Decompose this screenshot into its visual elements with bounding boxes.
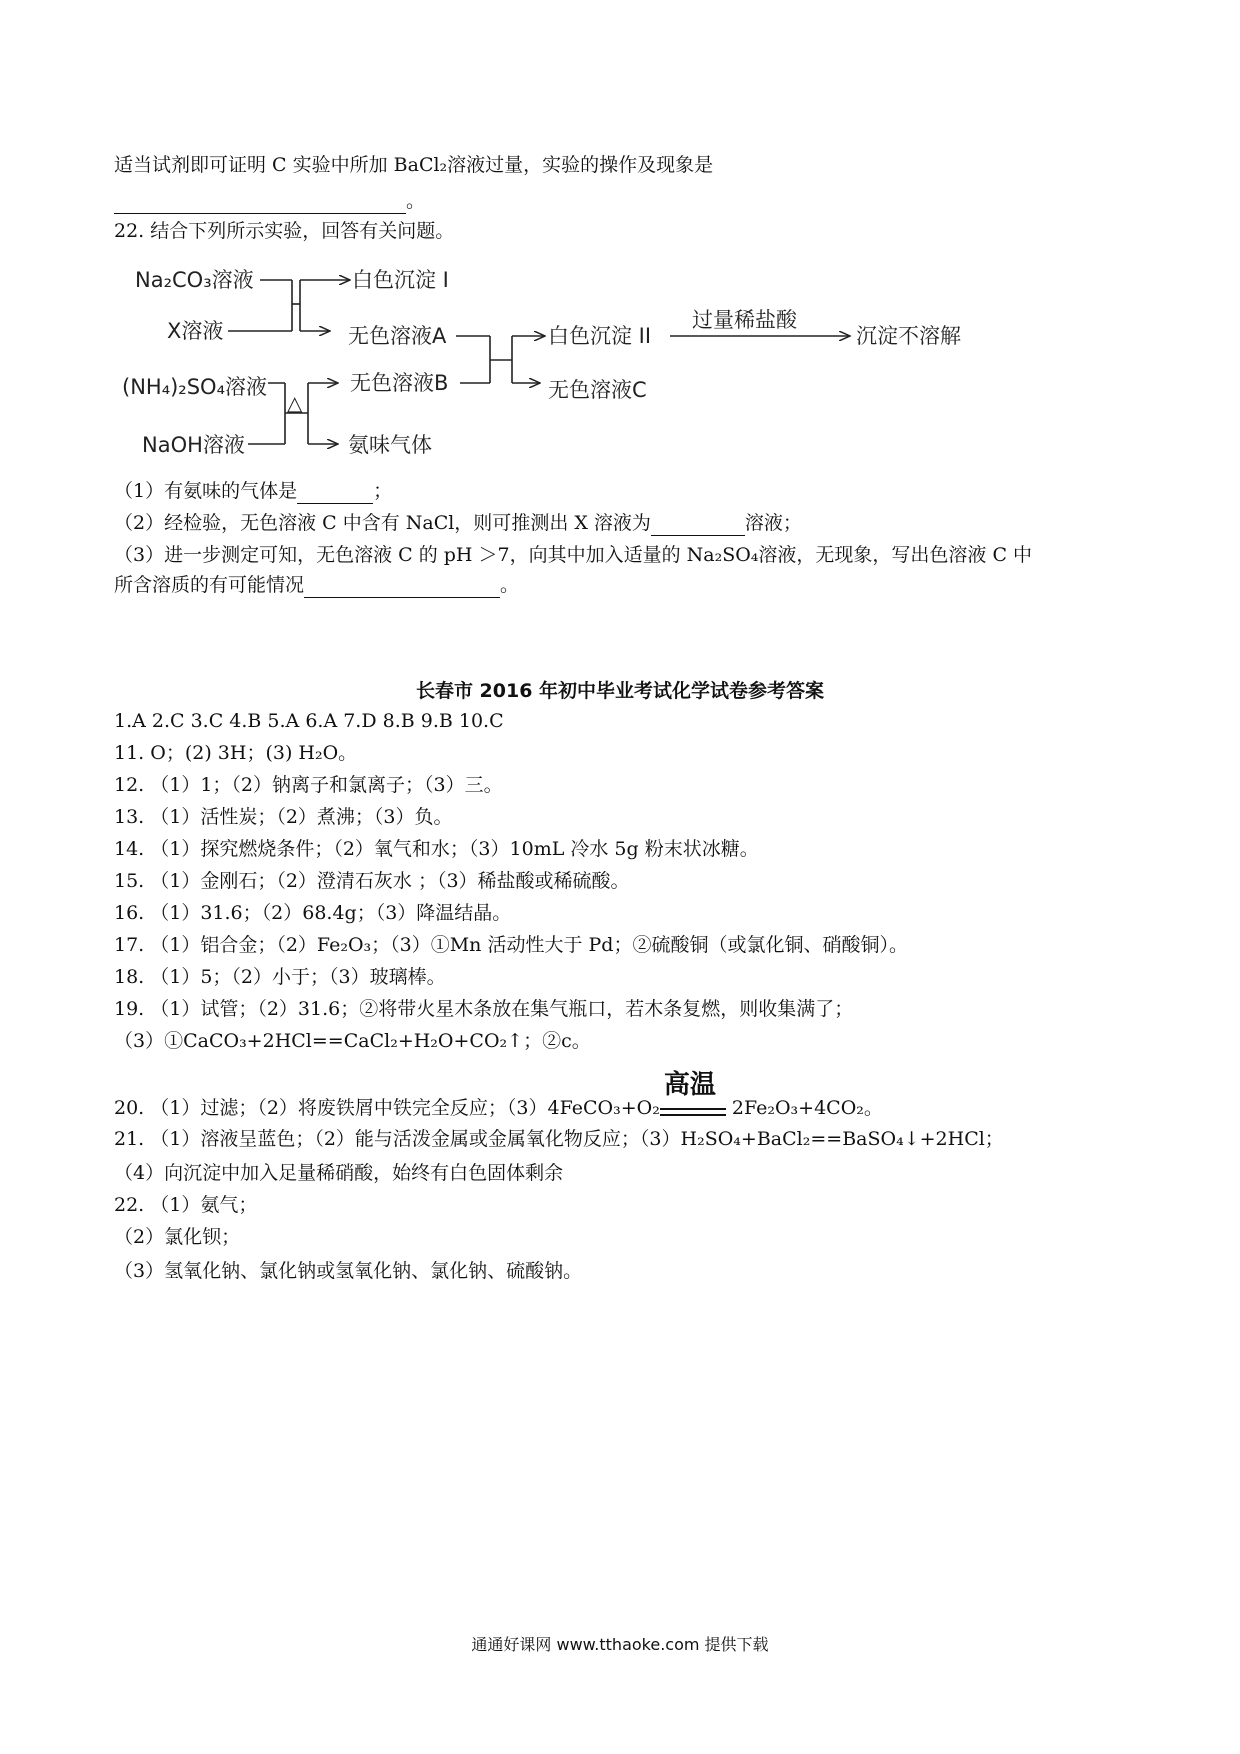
answer-line: 12. （1）1；（2）钠离子和氯离子；（3）三。: [114, 774, 503, 796]
answer-line: 13. （1）活性炭；（2）煮沸；（3）负。: [114, 806, 453, 828]
label-colorless-b: 无色溶液B: [350, 371, 449, 395]
label-white-ppt-2: 白色沉淀 II: [548, 324, 652, 348]
answer-line: （3）氢氧化钠、氯化钠或氢氧化钠、氯化钠、硫酸钠。: [114, 1260, 583, 1282]
label-nh4-2so4: (NH₄)₂SO₄溶液: [122, 375, 268, 399]
q22-sub1-end: ；: [373, 480, 393, 502]
answer-line: （4）向沉淀中加入足量稀硝酸，始终有白色固体剩余: [114, 1162, 564, 1184]
answer-blank: [297, 483, 373, 504]
answer-line: 11. O；(2) 3H；(3) H₂O。: [114, 742, 358, 764]
answer-line: 14. （1）探究燃烧条件；（2）氧气和水；（3）10mL 冷水 5g 粉末状冰糖。: [114, 838, 759, 860]
label-colorless-c: 无色溶液C: [548, 378, 647, 402]
answer-line: （3）①CaCO₃+2HCl==CaCl₂+H₂O+CO₂↑；②c。: [114, 1030, 591, 1052]
label-x-solution: X溶液: [167, 319, 224, 343]
q22-sub3-end: 。: [500, 574, 520, 596]
high-temp-label: 高温: [663, 1070, 716, 1100]
footer-text: 通通好课网 www.tthaoke.com 提供下载: [471, 1635, 769, 1654]
label-naoh: NaOH溶液: [142, 433, 245, 457]
answer-key-title: 长春市 2016 年初中毕业考试化学试卷参考答案: [415, 680, 825, 702]
reaction-flow-diagram: [0, 0, 1240, 480]
answer-line: 19. （1）试管；（2）31.6；②将带火星木条放在集气瓶口，若木条复燃，则收集满了；: [114, 998, 854, 1020]
q22-sub2: [114, 510, 802, 536]
label-colorless-a: 无色溶液A: [348, 324, 447, 348]
answer-line: 18. （1）5；（2）小于；（3）玻璃棒。: [114, 966, 446, 988]
q21-text-line: 适当试剂即可证明 C 实验中所加 BaCl₂溶液过量，实验的操作及现象是: [114, 154, 714, 176]
q22-stem: 22. 结合下列所示实验，回答有关问题。: [114, 220, 455, 242]
answer-line: 22. （1）氨气；: [114, 1194, 258, 1216]
q21-period: 。: [406, 190, 426, 212]
high-temp-condition: [660, 1070, 726, 1120]
label-na2co3: Na₂CO₃溶液: [135, 268, 254, 292]
label-insoluble: 沉淀不溶解: [856, 324, 961, 348]
q22-sub3-line2: [114, 572, 519, 598]
label-white-ppt-1: 白色沉淀 I: [352, 268, 449, 292]
answer-blank: [651, 515, 745, 536]
q22-sub1: [114, 478, 392, 504]
answer-20-text: 20. （1）过滤；（2）将废铁屑中铁完全反应；（3）4FeCO₃+O₂: [114, 1097, 660, 1119]
q22-sub3-text: 所含溶质的有可能情况: [114, 574, 305, 596]
answer-20-products: 2Fe₂O₃+4CO₂。: [725, 1097, 883, 1119]
label-heat: △: [287, 391, 303, 415]
label-excess-hcl: 过量稀盐酸: [692, 308, 797, 332]
answer-line: 17. （1）铝合金；（2）Fe₂O₃；（3）①Mn 活动性大于 Pd；②硫酸铜（或氯化铜、硝酸铜）。: [114, 934, 908, 956]
answer-blank: [304, 577, 500, 598]
answer-line-20: [114, 1070, 883, 1121]
answer-line: 1.A 2.C 3.C 4.B 5.A 6.A 7.D 8.B 9.B 10.C: [114, 710, 504, 732]
answer-line: 21. （1）溶液呈蓝色；（2）能与活泼金属或金属氧化物反应；（3）H₂SO₄+BaCl₂==BaSO₄↓+2HCl；: [114, 1128, 1004, 1150]
q22-sub1-text: （1）有氨味的气体是: [114, 480, 298, 502]
answer-line: 15. （1）金刚石；（2）澄清石灰水 ；（3）稀盐酸或稀硫酸。: [114, 870, 630, 892]
q22-sub2-end: 溶液；: [744, 512, 802, 534]
answer-line: 16. （1）31.6；（2）68.4g；（3）降温结晶。: [114, 902, 512, 924]
label-ammonia-gas: 氨味气体: [348, 433, 432, 457]
answer-line: （2）氯化钡；: [114, 1226, 241, 1248]
q22-sub3-line1: （3）进一步测定可知，无色溶液 C 的 pH ＞7，向其中加入适量的 Na₂SO₄溶液，无现象，写出色溶液 C 中: [114, 544, 1033, 566]
q22-sub2-text: （2）经检验，无色溶液 C 中含有 NaCl，则可推测出 X 溶液为: [114, 512, 651, 534]
